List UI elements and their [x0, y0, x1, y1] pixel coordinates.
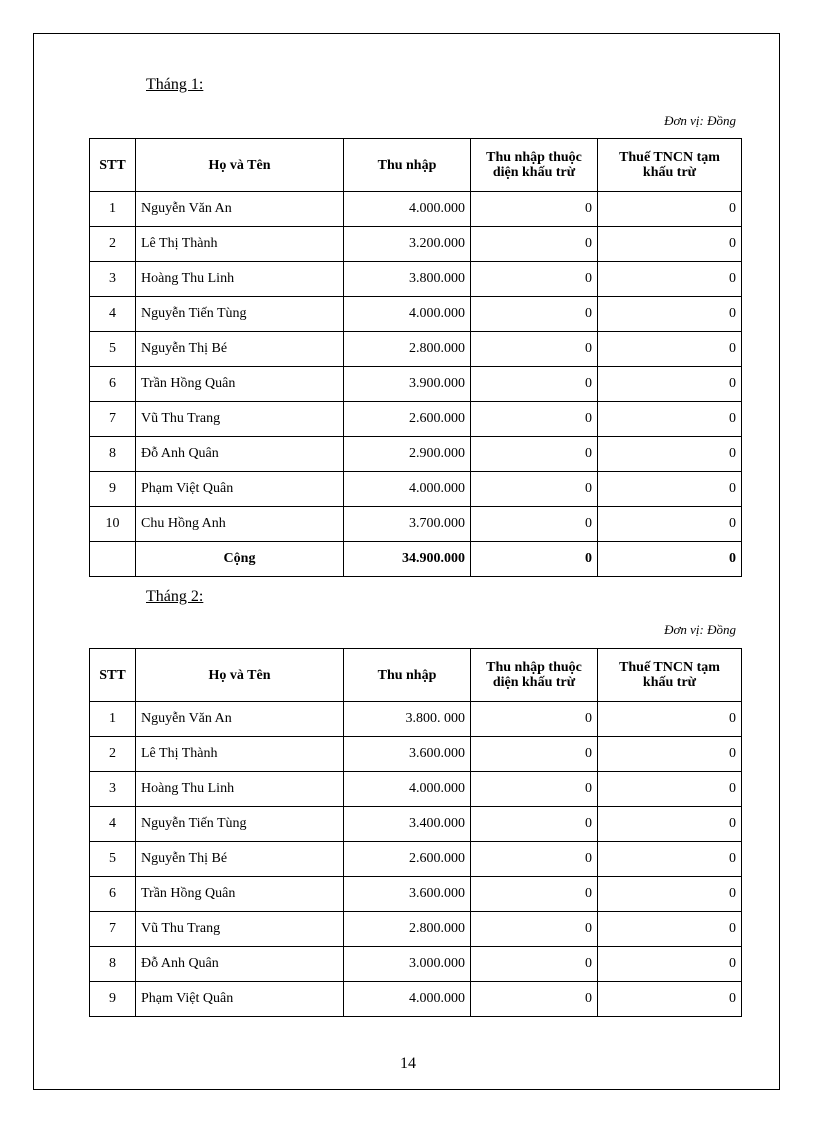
row-tax-withheld: 0 [598, 367, 742, 402]
month2-income-table [89, 648, 742, 1017]
header-tax-withheld [598, 649, 742, 702]
row-tax-withheld: 0 [598, 297, 742, 332]
row-income: 3.200.000 [344, 227, 471, 262]
row-income: 2.600.000 [344, 402, 471, 437]
row-tax-withheld: 0 [598, 947, 742, 982]
row-taxable-income: 0 [471, 737, 598, 772]
table-row [90, 262, 742, 297]
row-name: Nguyễn Thị Bé [136, 842, 344, 877]
table-row [90, 437, 742, 472]
table-header-row [90, 649, 742, 702]
table-row [90, 297, 742, 332]
row-stt: 2 [90, 737, 136, 772]
table-row [90, 772, 742, 807]
header-tax-line1: Thuế TNCN tạm [619, 150, 720, 165]
row-stt: 10 [90, 507, 136, 542]
row-income: 3.600.000 [344, 877, 471, 912]
table-row [90, 807, 742, 842]
row-stt: 4 [90, 807, 136, 842]
row-tax-withheld: 0 [598, 192, 742, 227]
row-income: 3.400.000 [344, 807, 471, 842]
row-taxable-income: 0 [471, 507, 598, 542]
row-stt: 3 [90, 262, 136, 297]
header-name: Họ và Tên [136, 649, 344, 702]
table-row [90, 842, 742, 877]
row-taxable-income: 0 [471, 947, 598, 982]
row-stt: 6 [90, 877, 136, 912]
month1-table-body [90, 192, 742, 542]
row-tax-withheld: 0 [598, 702, 742, 737]
row-name: Nguyễn Tiến Tùng [136, 807, 344, 842]
row-income: 4.000.000 [344, 192, 471, 227]
row-name: Trần Hồng Quân [136, 877, 344, 912]
row-tax-withheld: 0 [598, 912, 742, 947]
row-name: Vũ Thu Trang [136, 402, 344, 437]
header-taxable-income [471, 649, 598, 702]
row-taxable-income: 0 [471, 702, 598, 737]
row-name: Hoàng Thu Linh [136, 262, 344, 297]
table-row [90, 877, 742, 912]
row-tax-withheld: 0 [598, 262, 742, 297]
row-income: 2.900.000 [344, 437, 471, 472]
row-stt: 8 [90, 437, 136, 472]
row-taxable-income: 0 [471, 332, 598, 367]
row-name: Lê Thị Thành [136, 227, 344, 262]
table-row [90, 702, 742, 737]
page-number: 14 [400, 1055, 416, 1072]
table-row [90, 332, 742, 367]
header-taxable-line2: diện khấu trừ [492, 675, 576, 690]
row-stt: 9 [90, 982, 136, 1017]
row-name: Phạm Việt Quân [136, 472, 344, 507]
header-taxable-income [471, 139, 598, 192]
month1-title: Tháng 1: [146, 76, 204, 93]
row-name: Đỗ Anh Quân [136, 437, 344, 472]
row-tax-withheld: 0 [598, 877, 742, 912]
row-name: Trần Hồng Quân [136, 367, 344, 402]
table-row [90, 737, 742, 772]
row-tax-withheld: 0 [598, 227, 742, 262]
row-taxable-income: 0 [471, 842, 598, 877]
row-income: 3.000.000 [344, 947, 471, 982]
row-stt: 8 [90, 947, 136, 982]
row-taxable-income: 0 [471, 192, 598, 227]
header-tax-withheld [598, 139, 742, 192]
table-row [90, 402, 742, 437]
row-taxable-income: 0 [471, 297, 598, 332]
row-income: 2.800.000 [344, 332, 471, 367]
row-tax-withheld: 0 [598, 772, 742, 807]
row-taxable-income: 0 [471, 772, 598, 807]
row-name: Chu Hồng Anh [136, 507, 344, 542]
row-stt: 5 [90, 332, 136, 367]
row-tax-withheld: 0 [598, 332, 742, 367]
header-tax-line2: khấu trừ [642, 675, 697, 690]
row-stt: 6 [90, 367, 136, 402]
total-label: Cộng [136, 542, 344, 577]
row-stt: 3 [90, 772, 136, 807]
row-tax-withheld: 0 [598, 437, 742, 472]
row-taxable-income: 0 [471, 437, 598, 472]
header-income: Thu nhập [344, 649, 471, 702]
table-row [90, 507, 742, 542]
row-taxable-income: 0 [471, 367, 598, 402]
row-stt: 4 [90, 297, 136, 332]
table-row [90, 227, 742, 262]
row-name: Nguyễn Thị Bé [136, 332, 344, 367]
table-row [90, 912, 742, 947]
row-income: 3.900.000 [344, 367, 471, 402]
row-taxable-income: 0 [471, 912, 598, 947]
total-taxable: 0 [471, 542, 598, 577]
table-row [90, 472, 742, 507]
header-stt: STT [90, 649, 136, 702]
row-stt: 2 [90, 227, 136, 262]
row-tax-withheld: 0 [598, 737, 742, 772]
row-stt: 1 [90, 702, 136, 737]
row-income: 4.000.000 [344, 472, 471, 507]
row-tax-withheld: 0 [598, 507, 742, 542]
row-income: 4.000.000 [344, 772, 471, 807]
row-income: 3.600.000 [344, 737, 471, 772]
row-income: 3.700.000 [344, 507, 471, 542]
row-taxable-income: 0 [471, 472, 598, 507]
row-name: Hoàng Thu Linh [136, 772, 344, 807]
row-name: Lê Thị Thành [136, 737, 344, 772]
header-taxable-line1: Thu nhập thuộc [486, 660, 582, 675]
row-name: Đỗ Anh Quân [136, 947, 344, 982]
month1-total-row [90, 542, 742, 577]
row-taxable-income: 0 [471, 877, 598, 912]
header-taxable-line1: Thu nhập thuộc [486, 150, 582, 165]
row-income: 2.800.000 [344, 912, 471, 947]
row-stt: 5 [90, 842, 136, 877]
row-name: Nguyễn Tiến Tùng [136, 297, 344, 332]
header-tax-line1: Thuế TNCN tạm [619, 660, 720, 675]
header-stt: STT [90, 139, 136, 192]
row-tax-withheld: 0 [598, 842, 742, 877]
table-row [90, 367, 742, 402]
table-row [90, 192, 742, 227]
header-tax-line2: khấu trừ [642, 165, 697, 180]
row-stt: 7 [90, 912, 136, 947]
row-name: Vũ Thu Trang [136, 912, 344, 947]
row-tax-withheld: 0 [598, 472, 742, 507]
row-income: 3.800.000 [344, 262, 471, 297]
month2-table-body [90, 702, 742, 1017]
row-name: Phạm Việt Quân [136, 982, 344, 1017]
month2-unit-label: Đơn vị: Đồng [664, 622, 736, 637]
header-taxable-line2: diện khấu trừ [492, 165, 576, 180]
row-taxable-income: 0 [471, 807, 598, 842]
row-taxable-income: 0 [471, 402, 598, 437]
row-income: 2.600.000 [344, 842, 471, 877]
row-income: 4.000.000 [344, 297, 471, 332]
row-tax-withheld: 0 [598, 402, 742, 437]
row-stt: 9 [90, 472, 136, 507]
row-taxable-income: 0 [471, 982, 598, 1017]
month1-unit-label: Đơn vị: Đồng [664, 113, 736, 128]
total-tax: 0 [598, 542, 742, 577]
total-income: 34.900.000 [344, 542, 471, 577]
row-stt: 7 [90, 402, 136, 437]
row-name: Nguyễn Văn An [136, 192, 344, 227]
row-stt: 1 [90, 192, 136, 227]
row-name: Nguyễn Văn An [136, 702, 344, 737]
row-tax-withheld: 0 [598, 982, 742, 1017]
row-taxable-income: 0 [471, 227, 598, 262]
row-tax-withheld: 0 [598, 807, 742, 842]
row-income: 4.000.000 [344, 982, 471, 1017]
table-row [90, 982, 742, 1017]
row-income: 3.800. 000 [344, 702, 471, 737]
table-row [90, 947, 742, 982]
row-taxable-income: 0 [471, 262, 598, 297]
month2-title: Tháng 2: [146, 588, 204, 605]
total-stt-cell [90, 542, 136, 577]
header-name: Họ và Tên [136, 139, 344, 192]
table-header-row [90, 139, 742, 192]
header-income: Thu nhập [344, 139, 471, 192]
month1-income-table [89, 138, 742, 577]
